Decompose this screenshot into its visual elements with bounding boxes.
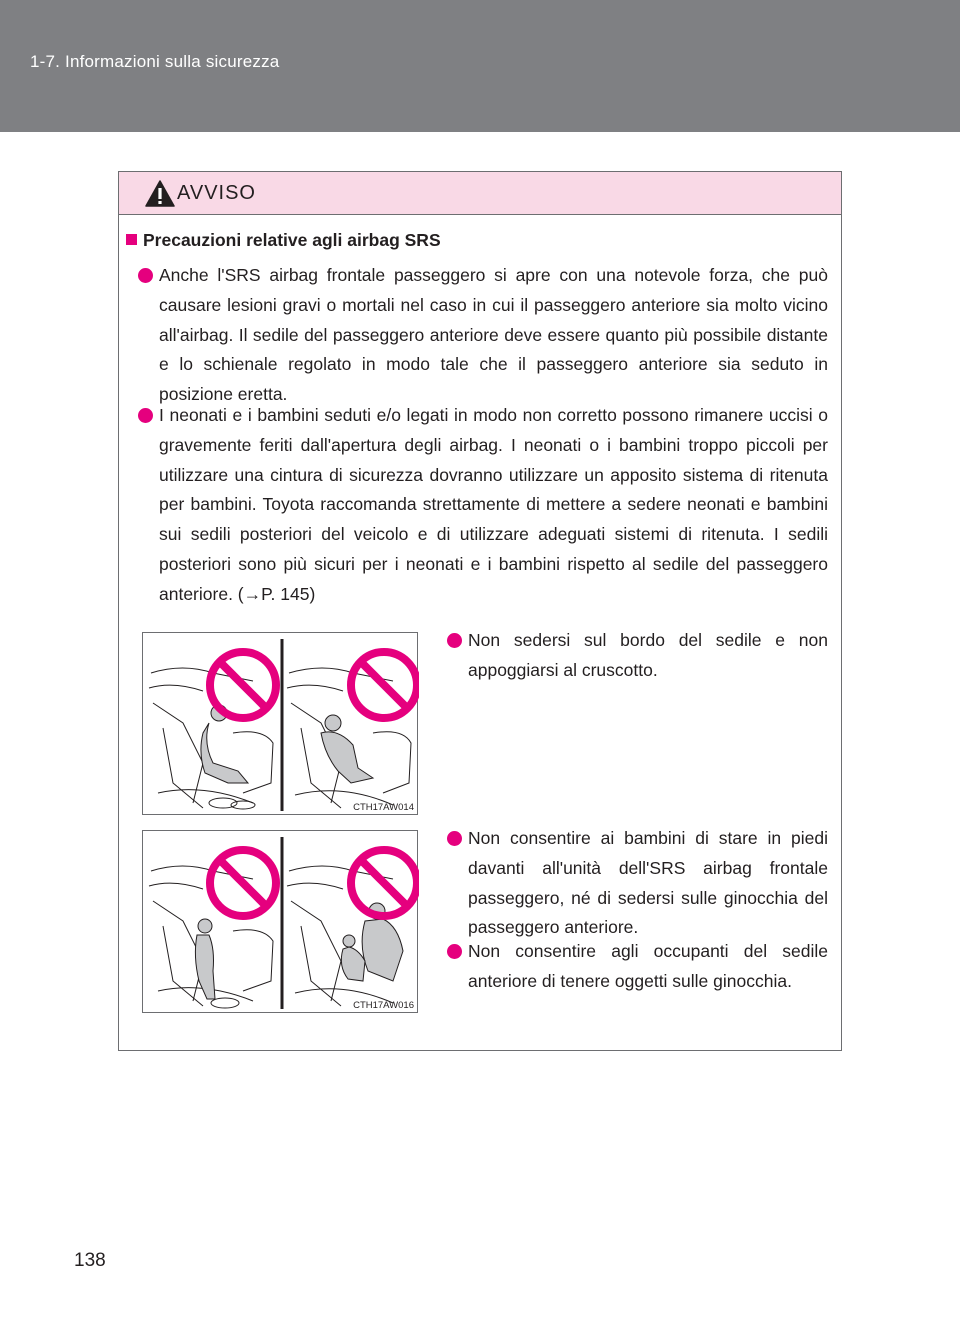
- section-heading-text: Precauzioni relative agli airbag SRS: [143, 230, 441, 250]
- illustration-child-standing: [142, 830, 418, 1013]
- square-bullet-icon: [126, 234, 137, 245]
- figure-code: CTH17AW014: [353, 802, 414, 813]
- chapter-title: 1-7. Informazioni sulla sicurezza: [30, 52, 280, 71]
- figure-code: CTH17AW016: [353, 1000, 414, 1011]
- bullet-item: [159, 401, 828, 610]
- car-interior-illustration: [143, 831, 419, 1014]
- bullet-item: [468, 824, 828, 943]
- warning-header: [119, 172, 841, 215]
- page-header: [0, 0, 960, 132]
- bullet-dot-icon: [447, 633, 462, 648]
- section-heading: [126, 230, 441, 251]
- page-number: 138: [74, 1250, 106, 1271]
- warning-label: AVVISO: [177, 182, 256, 204]
- bullet-dot-icon: [447, 944, 462, 959]
- bullet-dot-icon: [447, 831, 462, 846]
- bullet-dot-icon: [138, 268, 153, 283]
- bullet-text: I neonati e i bambini seduti e/o legati in modo non corretto possono rimanere uccisi o gravemente feriti dall'apertura degli airbag. I neonati o i bambini troppo piccoli per utilizzare una cintura di sicurezza dovranno utilizzare un apposito sistema di ritenuta per bambini. Toyota raccomanda strettamente di mettere a sedere neonati e bambini sui sedili posteriori del veicolo e di utilizzare adeguati sistemi di ritenuta. I sedili posteriori sono più sicuri per i neonati e i bambini rispetto al sedile del passeggero anteriore. (→P. 145): [159, 405, 828, 604]
- bullet-dot-icon: [138, 408, 153, 423]
- bullet-item: [159, 261, 828, 410]
- bullet-text: Non sedersi sul bordo del sedile e non appoggiarsi al cruscotto.: [468, 630, 828, 680]
- bullet-text: Anche l'SRS airbag frontale passeggero si apre con una notevole forza, che può causare lesioni gravi o mortali nel caso in cui il passeggero anteriore sia molto vicino all'airbag. Il sedile del passeggero anteriore deve essere quanto più possibile distante e lo schienale regolato in modo tale che il passeggero anteriore sia seduto in posizione eretta.: [159, 265, 828, 405]
- bullet-text: Non consentire agli occupanti del sedile anteriore di tenere oggetti sulle ginocchia.: [468, 941, 828, 991]
- car-interior-illustration: [143, 633, 419, 816]
- bullet-text: Non consentire ai bambini di stare in piedi davanti all'unità dell'SRS airbag frontale passeggero, né di sedersi sulle ginocchia del passeggero anteriore.: [468, 828, 828, 938]
- illustration-leaning-passenger: [142, 632, 418, 815]
- bullet-item: [468, 626, 828, 686]
- warning-triangle-icon: [145, 180, 175, 207]
- bullet-item: [468, 937, 828, 997]
